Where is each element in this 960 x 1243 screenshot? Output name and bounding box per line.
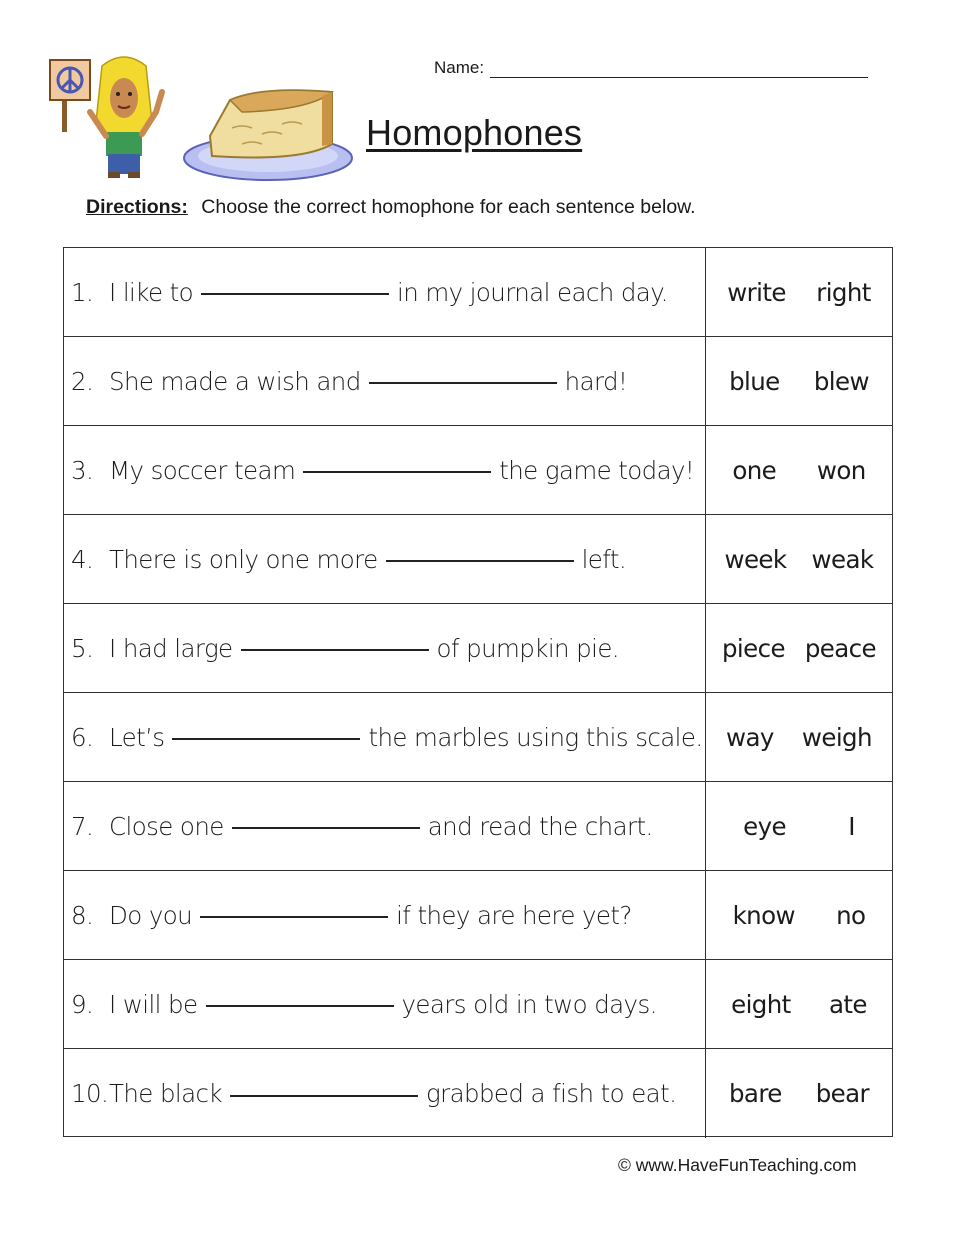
homophone-choice[interactable]: eye	[743, 811, 786, 841]
homophone-choice[interactable]: way	[726, 722, 774, 752]
question-number: 7.	[71, 811, 94, 841]
question-number: 6.	[71, 722, 94, 752]
question-row	[64, 426, 892, 515]
pie-slice-illustration	[182, 84, 354, 184]
sentence-cell	[64, 426, 706, 514]
sentence-cell	[64, 1049, 706, 1138]
question-number: 10.	[71, 1079, 109, 1108]
sentence-end: years old in two days.	[401, 989, 657, 1019]
sentence-start: Close one	[109, 811, 224, 841]
sentence-start: She made a wish and	[109, 366, 361, 396]
directions-label: Directions:	[86, 196, 188, 218]
sentence-start: Do you	[109, 900, 193, 930]
answer-blank[interactable]	[232, 827, 420, 829]
question-row	[64, 337, 892, 426]
homophone-choice[interactable]: blue	[729, 366, 780, 396]
sentence-cell	[64, 515, 706, 603]
sentence-end: the game today!	[499, 455, 695, 485]
homophone-choice[interactable]: bare	[728, 1079, 782, 1108]
sentence-cell	[64, 693, 706, 781]
worksheet-title: Homophones	[366, 112, 583, 153]
question-row	[64, 782, 892, 871]
question-row	[64, 693, 892, 782]
answer-blank[interactable]	[200, 916, 388, 918]
sentence-start: I like to	[109, 277, 193, 307]
sentence-start: There is only one more	[109, 544, 378, 574]
choices-cell	[706, 604, 892, 692]
sentence-cell	[64, 604, 706, 692]
answer-blank[interactable]	[206, 1005, 394, 1007]
homophone-choice[interactable]: right	[816, 277, 871, 307]
sentence-start: Let’s	[109, 722, 165, 752]
directions-text: Choose the correct homophone for each sentence below.	[201, 196, 696, 218]
sentence-start: My soccer team	[109, 455, 296, 485]
answer-blank[interactable]	[172, 738, 360, 740]
sentence-end: hard!	[564, 366, 628, 396]
homophone-choice[interactable]: week	[724, 544, 787, 574]
question-number: 2.	[71, 366, 94, 396]
question-number: 5.	[71, 633, 94, 663]
homophone-choice[interactable]: know	[732, 900, 795, 930]
homophone-choice[interactable]: no	[836, 900, 866, 930]
copyright-footer: © www.HaveFunTeaching.com	[618, 1155, 857, 1175]
question-number: 4.	[71, 544, 94, 574]
choices-cell	[706, 515, 892, 603]
question-row	[64, 960, 892, 1049]
choices-cell	[706, 960, 892, 1048]
homophone-choice[interactable]: bear	[815, 1079, 870, 1108]
sentence-end: if they are here yet?	[396, 900, 632, 930]
choices-cell	[706, 248, 892, 336]
name-field	[434, 58, 868, 78]
choices-cell	[706, 1049, 892, 1138]
name-label: Name:	[434, 58, 485, 77]
sentence-end: grabbed a fish to eat.	[426, 1079, 677, 1108]
name-blank-line[interactable]	[490, 61, 868, 78]
sentence-end: and read the chart.	[427, 811, 653, 841]
homophone-choice[interactable]: piece	[721, 633, 785, 663]
sentence-cell	[64, 871, 706, 959]
homophone-choice[interactable]: weigh	[801, 722, 872, 752]
sentence-cell	[64, 248, 706, 336]
question-row	[64, 604, 892, 693]
question-number: 3.	[71, 455, 94, 485]
sentence-end: the marbles using this scale.	[368, 722, 703, 752]
answer-blank[interactable]	[303, 471, 491, 473]
homophone-choice[interactable]: ate	[828, 989, 867, 1019]
question-row	[64, 248, 892, 337]
sentence-start: The black	[109, 1079, 222, 1108]
homophone-choice[interactable]: blew	[813, 366, 869, 396]
sentence-cell	[64, 960, 706, 1048]
homophone-choice[interactable]: eight	[731, 989, 791, 1019]
answer-blank[interactable]	[230, 1095, 418, 1097]
sentence-end: of pumpkin pie.	[436, 633, 619, 663]
homophone-choice[interactable]: I	[848, 811, 855, 841]
choices-cell	[706, 782, 892, 870]
sentence-start: I had large	[109, 633, 233, 663]
question-row	[64, 871, 892, 960]
answer-blank[interactable]	[241, 649, 429, 651]
answer-blank[interactable]	[369, 382, 557, 384]
question-number: 1.	[71, 277, 94, 307]
homophone-choice[interactable]: write	[727, 277, 786, 307]
sentence-end: left.	[581, 544, 627, 574]
answer-blank[interactable]	[386, 560, 574, 562]
question-row	[64, 515, 892, 604]
question-number: 9.	[71, 989, 94, 1019]
sentence-cell	[64, 782, 706, 870]
homophone-choice[interactable]: one	[732, 455, 777, 485]
choices-cell	[706, 693, 892, 781]
answer-blank[interactable]	[201, 293, 389, 295]
homophone-choice[interactable]: weak	[811, 544, 874, 574]
choices-cell	[706, 426, 892, 514]
sentence-start: I will be	[109, 989, 198, 1019]
sentence-cell	[64, 337, 706, 425]
homophone-table	[63, 247, 893, 1137]
homophone-choice[interactable]: won	[816, 455, 866, 485]
choices-cell	[706, 871, 892, 959]
peace-kid-illustration	[44, 52, 180, 180]
question-row	[64, 1049, 892, 1138]
sentence-end: in my journal each day.	[397, 277, 668, 307]
choices-cell	[706, 337, 892, 425]
homophone-choice[interactable]: peace	[804, 633, 877, 663]
directions	[86, 196, 696, 219]
question-number: 8.	[71, 900, 94, 930]
